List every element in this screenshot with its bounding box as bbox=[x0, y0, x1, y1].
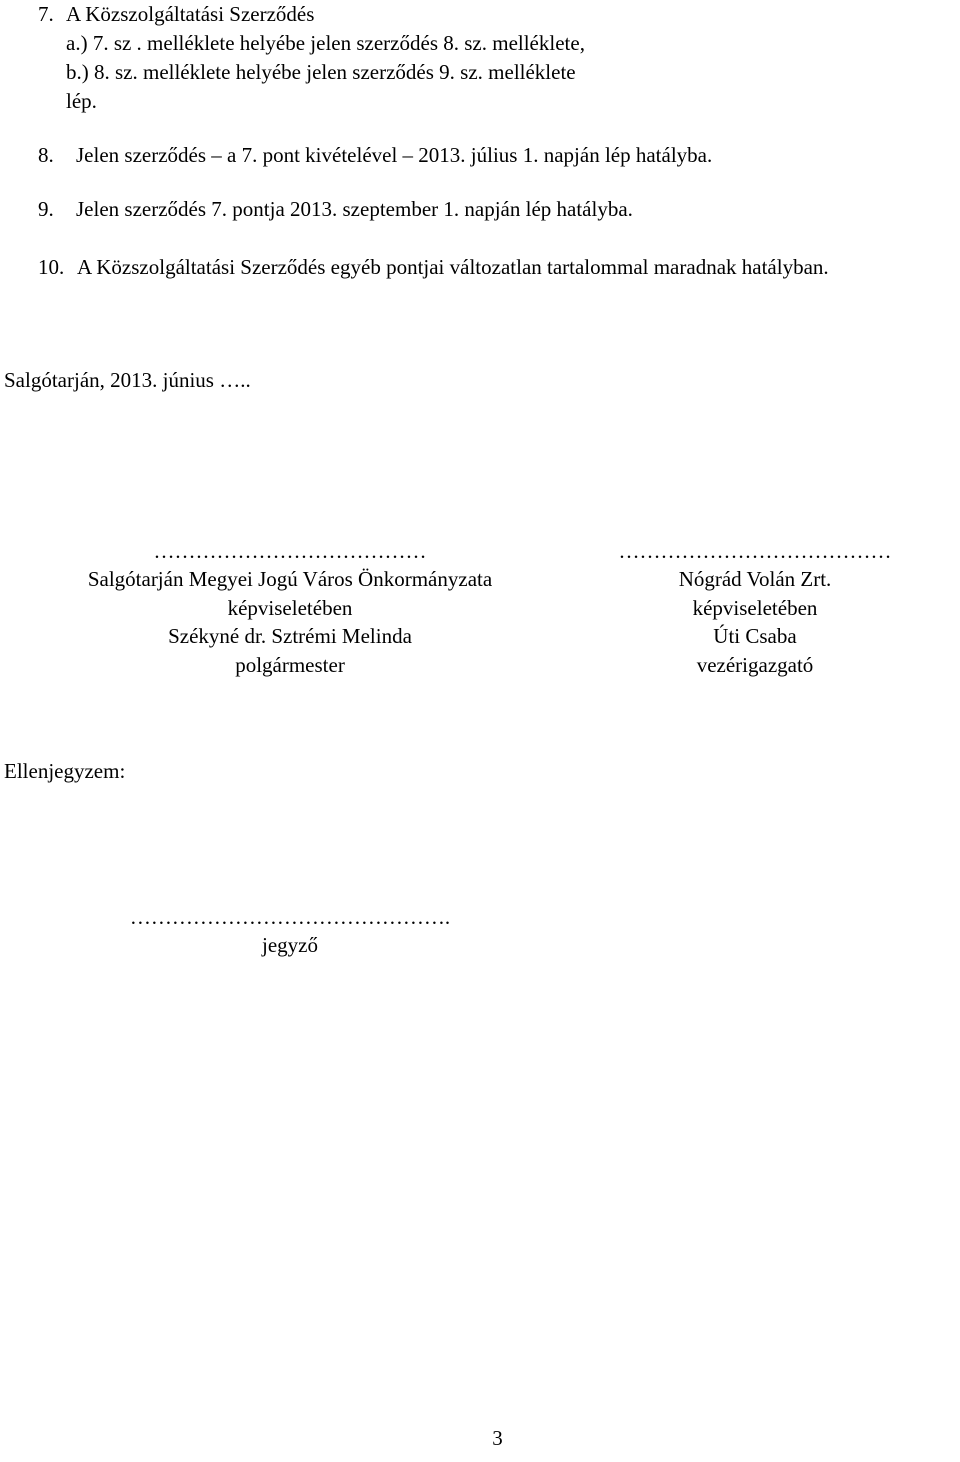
item-10-number: 10. bbox=[38, 255, 65, 279]
signature-right-dots: ………………………………… bbox=[618, 539, 892, 563]
item-9-number: 9. bbox=[38, 197, 54, 221]
item-7a-text: a.) 7. sz . melléklete helyébe jelen szerződés 8. sz. melléklete, bbox=[66, 31, 585, 55]
signature-right-title: vezérigazgató bbox=[696, 653, 814, 677]
item-7-text: A Közszolgáltatási Szerződés bbox=[66, 2, 315, 26]
signature-left-name: Székyné dr. Sztrémi Melinda bbox=[168, 624, 412, 648]
item-10-text: A Közszolgáltatási Szerződés egyéb pontjai változatlan tartalommal maradnak hatályban. bbox=[77, 255, 829, 279]
signature-left-dots: ………………………………… bbox=[153, 539, 427, 563]
item-7b-continuation: lép. bbox=[66, 89, 97, 113]
page-number: 3 bbox=[492, 1426, 503, 1450]
signature-left-org: Salgótarján Megyei Jogú Város Önkormányzata bbox=[87, 567, 493, 591]
item-7b-text: b.) 8. sz. melléklete helyébe jelen szerződés 9. sz. melléklete bbox=[66, 60, 576, 84]
item-9-text: Jelen szerződés 7. pontja 2013. szeptember 1. napján lép hatályba. bbox=[76, 197, 633, 221]
place-date: Salgótarján, 2013. június ….. bbox=[4, 368, 251, 392]
countersign-dots: ………………………………………. bbox=[129, 905, 451, 929]
signature-right-name: Úti Csaba bbox=[713, 624, 797, 648]
countersign-label: Ellenjegyzem: bbox=[4, 759, 126, 783]
item-7-number: 7. bbox=[38, 2, 54, 26]
signature-left-role: képviseletében bbox=[227, 596, 353, 620]
item-8-number: 8. bbox=[38, 143, 54, 167]
countersign-title: jegyző bbox=[262, 933, 318, 957]
signature-right-role: képviseletében bbox=[692, 596, 818, 620]
signature-left-title: polgármester bbox=[235, 653, 345, 677]
item-8-text: Jelen szerződés – a 7. pont kivételével – 2013. július 1. napján lép hatályba. bbox=[76, 143, 713, 167]
signature-right-org: Nógrád Volán Zrt. bbox=[678, 567, 832, 591]
